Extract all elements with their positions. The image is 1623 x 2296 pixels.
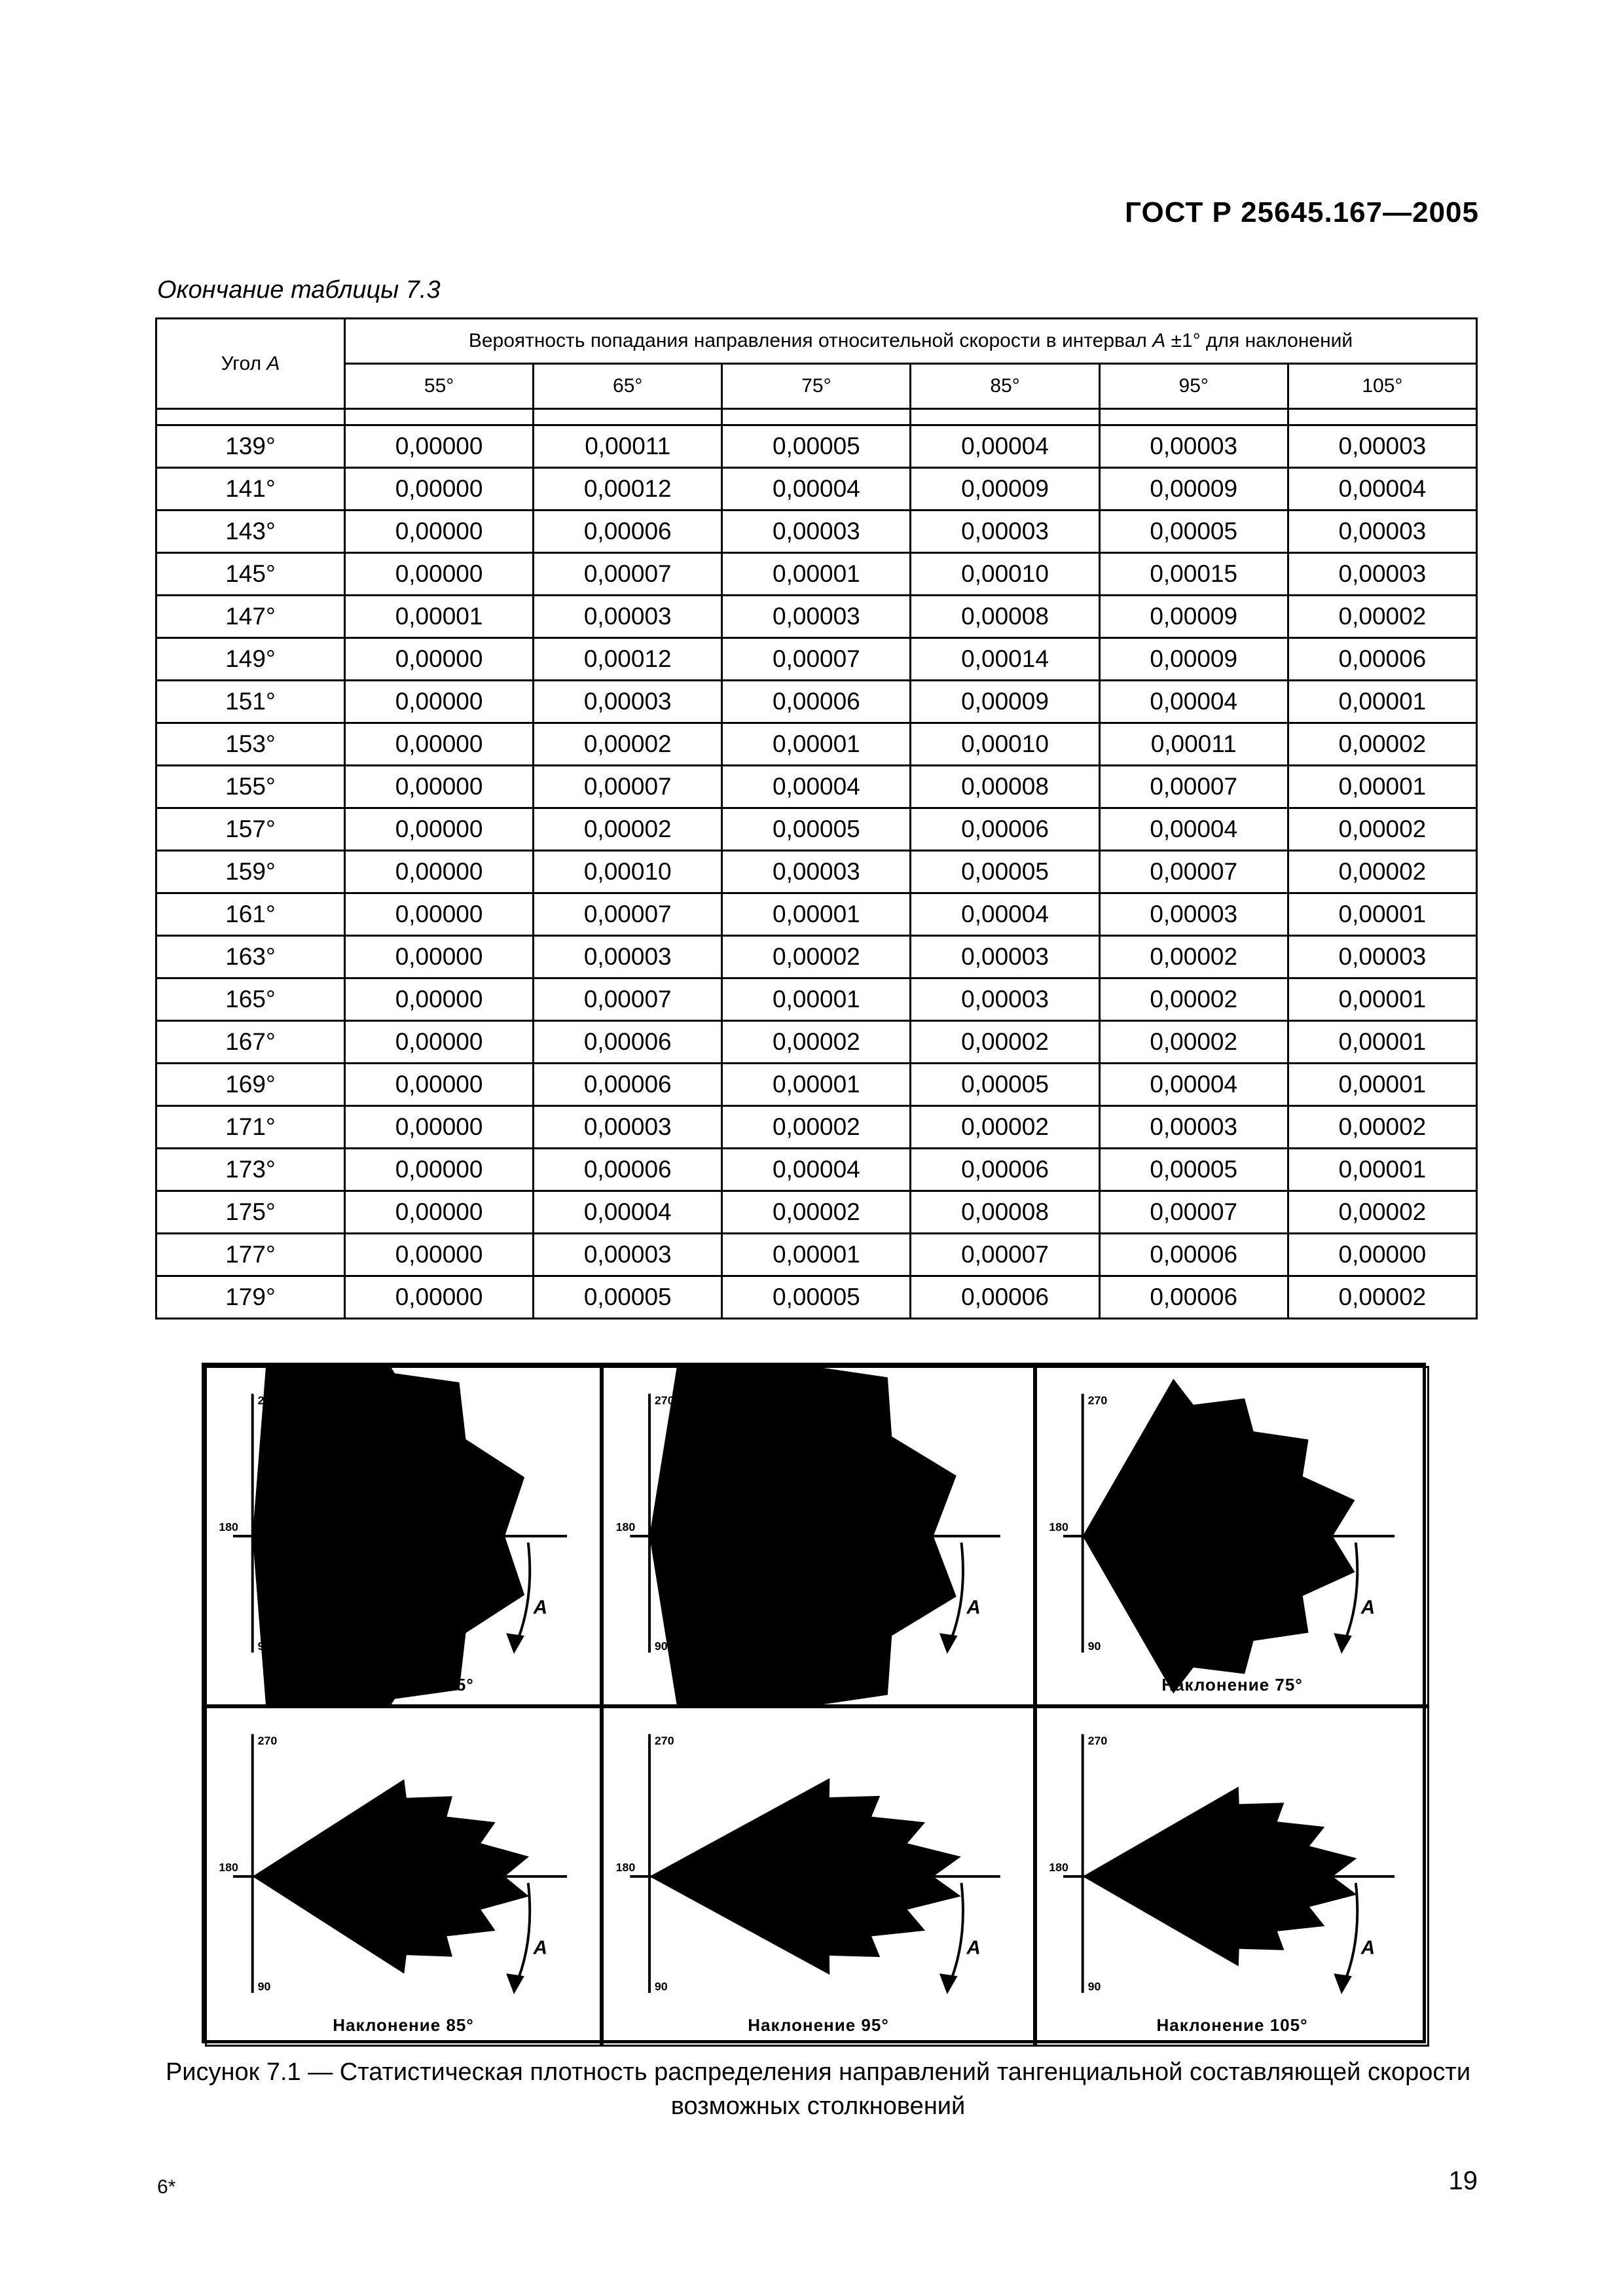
probability-cell: 0,00010 [911,553,1099,596]
probability-cell: 0,00000 [345,681,534,723]
density-region [1083,1787,1357,1967]
axis-label-middle: 180 [1049,1861,1068,1874]
probability-cell: 0,00015 [1099,553,1288,596]
probability-cell: 0,00004 [1099,1064,1288,1106]
probability-cell: 0,00007 [911,1234,1099,1276]
angle-cell: 147° [156,596,345,638]
axis-label-middle: 180 [219,1520,238,1534]
panel-title: Наклонение 75° [1161,1675,1303,1695]
probability-cell: 0,00001 [345,596,534,638]
arrow-head [506,1633,524,1654]
probability-cell: 0,00000 [345,723,534,766]
table-row [156,1021,1477,1064]
arrow-label: A [1360,1937,1376,1959]
probability-cell: 0,00007 [1099,851,1288,893]
table-row [156,1106,1477,1149]
probability-cell: 0,00008 [911,1191,1099,1234]
probability-cell: 0,00003 [1288,425,1476,468]
arrow-head [506,1973,524,1994]
probability-cell: 0,00003 [534,681,722,723]
inclination-plot-panel [602,1366,1035,1706]
probability-cell: 0,00004 [722,468,911,511]
table-row [156,511,1477,553]
probability-cell: 0,00000 [345,893,534,936]
probability-cell: 0,00004 [722,766,911,808]
probability-cell: 0,00002 [722,1191,911,1234]
inclination-plot-panel [1035,1706,1429,2047]
inclination-column-header: 105° [1288,364,1476,409]
table-row [156,553,1477,596]
table-row [156,851,1477,893]
probability-cell: 0,00006 [534,511,722,553]
probability-cell: 0,00001 [1288,893,1476,936]
angle-cell: 155° [156,766,345,808]
angle-cell: 163° [156,936,345,978]
angle-cell: 153° [156,723,345,766]
figure-caption: Рисунок 7.1 — Статистическая плотность распределения направлений тангенциальной составляющей скорости возможных столкновений [165,2058,1471,2120]
probability-cell: 0,00004 [911,893,1099,936]
probability-cell: 0,00008 [911,766,1099,808]
probability-cell: 0,00003 [722,596,911,638]
table-row [156,1276,1477,1319]
inclination-plot-panel [602,1706,1035,2047]
axis-label-bottom: 90 [257,1979,271,1993]
probability-cell: 0,00004 [1099,808,1288,851]
probability-cell: 0,00000 [345,766,534,808]
table-row [156,1064,1477,1106]
probability-cell: 0,00001 [722,553,911,596]
probability-cell: 0,00003 [911,936,1099,978]
panel-title: Наклонение 105° [1156,2015,1308,2035]
probability-cell: 0,00000 [345,808,534,851]
density-plot [604,1708,1033,2045]
probability-cell: 0,00007 [534,893,722,936]
arrow-label: A [966,1937,981,1959]
density-plot [207,1368,600,1704]
probability-cell: 0,00007 [534,766,722,808]
axis-label-top: 270 [257,1393,278,1407]
table-row [156,808,1477,851]
density-region [253,1368,524,1704]
arrow-label: A [1360,1596,1376,1619]
table-row [156,425,1477,468]
table-row [156,1234,1477,1276]
probability-cell: 0,00009 [1099,468,1288,511]
probability-cell: 0,00002 [534,808,722,851]
axis-label-bottom: 90 [1087,1639,1101,1653]
density-region [1083,1379,1355,1694]
probability-cell: 0,00002 [1288,1191,1476,1234]
probability-cell: 0,00000 [345,936,534,978]
angle-cell: 141° [156,468,345,511]
probability-cell: 0,00006 [534,1064,722,1106]
probability-cell: 0,00000 [345,638,534,681]
angle-cell: 149° [156,638,345,681]
angle-cell: 179° [156,1276,345,1319]
probability-cell: 0,00002 [722,1106,911,1149]
angle-column-header: Угол A [156,319,345,409]
probability-cell: 0,00000 [345,1149,534,1191]
probability-cell: 0,00001 [722,723,911,766]
probability-cell: 0,00001 [1288,1064,1476,1106]
probability-cell: 0,00000 [345,468,534,511]
probability-cell: 0,00011 [1099,723,1288,766]
sheet-mark: 6* [157,2176,176,2198]
probability-cell: 0,00005 [722,808,911,851]
probability-cell: 0,00004 [534,1191,722,1234]
probability-cell: 0,00006 [911,1276,1099,1319]
probability-cell: 0,00014 [911,638,1099,681]
table-continuation-note: Окончание таблицы 7.3 [157,276,441,304]
table-row [156,893,1477,936]
density-plot [1037,1708,1427,2045]
angle-cell: 177° [156,1234,345,1276]
probability-cell: 0,00006 [1099,1234,1288,1276]
probability-cell: 0,00001 [1288,1021,1476,1064]
probability-cell: 0,00000 [345,1276,534,1319]
probability-cell: 0,00007 [534,553,722,596]
probability-cell: 0,00011 [534,425,722,468]
probability-cell: 0,00000 [345,553,534,596]
arrow-head [939,1973,958,1994]
arrow-label: A [966,1596,981,1619]
probability-cell: 0,00002 [911,1106,1099,1149]
probability-cell: 0,00005 [722,425,911,468]
probability-cell: 0,00001 [722,978,911,1021]
probability-cell: 0,00000 [1288,1234,1476,1276]
density-region [649,1778,961,1975]
panel-title: Наклонение 85° [333,2015,474,2035]
probability-cell: 0,00001 [1288,681,1476,723]
angle-cell: 169° [156,1064,345,1106]
inclination-column-header: 95° [1099,364,1288,409]
table-row [156,596,1477,638]
inclination-column-header: 75° [722,364,911,409]
probability-cell: 0,00004 [1288,468,1476,511]
table-row [156,723,1477,766]
probability-cell: 0,00001 [1288,978,1476,1021]
probability-cell: 0,00006 [911,808,1099,851]
angle-cell: 151° [156,681,345,723]
probability-cell: 0,00003 [1288,936,1476,978]
probability-cell: 0,00002 [1288,808,1476,851]
probability-cell: 0,00002 [1288,1276,1476,1319]
probability-group-header: Вероятность попадания направления относительной скорости в интервал A ±1° для наклонений [345,319,1477,364]
arrow-label: A [533,1937,548,1959]
probability-cell: 0,00004 [911,425,1099,468]
probability-cell: 0,00003 [534,936,722,978]
probability-cell: 0,00010 [534,851,722,893]
density-plot [604,1368,1033,1704]
angle-cell: 175° [156,1191,345,1234]
probability-cell: 0,00007 [722,638,911,681]
density-plot [207,1708,600,2045]
inclination-header-row [156,364,1477,409]
probability-cell: 0,00000 [345,425,534,468]
panel-title: Наклонение 95° [748,2015,889,2035]
panel-title: Наклонение 55° [333,1675,474,1695]
axis-label-bottom: 90 [1087,1979,1101,1993]
probability-cell: 0,00003 [911,978,1099,1021]
inclination-column-header: 55° [345,364,534,409]
angle-cell: 173° [156,1149,345,1191]
probability-cell: 0,00002 [1099,978,1288,1021]
probability-cell: 0,00002 [1288,723,1476,766]
probability-cell: 0,00007 [534,978,722,1021]
probability-cell: 0,00002 [1099,936,1288,978]
probability-cell: 0,00007 [1099,766,1288,808]
probability-cell: 0,00004 [1099,681,1288,723]
arrow-head [1334,1973,1352,1994]
probability-cell: 0,00003 [534,596,722,638]
axis-label-top: 270 [654,1393,674,1407]
page-number: 19 [1448,2166,1478,2195]
probability-cell: 0,00003 [1288,553,1476,596]
probability-cell: 0,00003 [911,511,1099,553]
probability-cell: 0,00001 [722,893,911,936]
probability-cell: 0,00003 [534,1234,722,1276]
table-row [156,978,1477,1021]
axis-label-middle: 180 [615,1520,636,1534]
probability-cell: 0,00001 [1288,766,1476,808]
probability-cell: 0,00001 [722,1064,911,1106]
probability-cell: 0,00005 [1099,1149,1288,1191]
probability-cell: 0,00002 [1288,596,1476,638]
table-row [156,681,1477,723]
table-body [156,409,1477,1319]
standard-designation: ГОСТ Р 25645.167—2005 [1125,196,1479,228]
axis-label-top: 270 [1087,1393,1108,1407]
probability-cell: 0,00000 [345,1191,534,1234]
probability-cell: 0,00002 [722,936,911,978]
density-region [253,1779,529,1973]
probability-cell: 0,00005 [911,851,1099,893]
figure-7-1 [202,1363,1426,2043]
table-row [156,1191,1477,1234]
probability-cell: 0,00003 [1099,425,1288,468]
probability-cell: 0,00000 [345,851,534,893]
probability-cell: 0,00000 [345,1064,534,1106]
axis-label-middle: 180 [1049,1520,1068,1534]
angle-cell: 171° [156,1106,345,1149]
angle-cell: 159° [156,851,345,893]
probability-cell: 0,00003 [534,1106,722,1149]
probability-cell: 0,00003 [1099,893,1288,936]
probability-cell: 0,00002 [534,723,722,766]
table-row [156,936,1477,978]
table-row [156,468,1477,511]
probability-cell: 0,00006 [911,1149,1099,1191]
arrow-head [1334,1633,1352,1654]
probability-cell: 0,00004 [722,1149,911,1191]
probability-cell: 0,00006 [534,1149,722,1191]
probability-cell: 0,00000 [345,1106,534,1149]
angle-cell: 139° [156,425,345,468]
probability-cell: 0,00008 [911,596,1099,638]
direction-arrow [1343,1883,1357,1986]
density-plot [1037,1368,1427,1704]
probability-cell: 0,00005 [1099,511,1288,553]
density-region [649,1368,957,1704]
probability-cell: 0,00001 [722,1234,911,1276]
inclination-plot-panel [205,1366,602,1706]
probability-cell: 0,00010 [911,723,1099,766]
probability-table [155,317,1478,1319]
inclination-plot-panel [205,1706,602,2047]
inclination-column-header: 65° [534,364,722,409]
probability-cell: 0,00006 [1288,638,1476,681]
probability-cell: 0,00001 [1288,1149,1476,1191]
axis-label-middle: 180 [615,1861,636,1874]
table-row [156,638,1477,681]
probability-cell: 0,00005 [534,1276,722,1319]
axis-label-top: 270 [1087,1734,1108,1748]
probability-cell: 0,00009 [911,468,1099,511]
probability-cell: 0,00002 [1099,1021,1288,1064]
probability-cell: 0,00002 [722,1021,911,1064]
probability-cell: 0,00000 [345,511,534,553]
angle-cell: 157° [156,808,345,851]
axis-label-middle: 180 [219,1861,238,1874]
table-row [156,1149,1477,1191]
panel-title: Наклонение 65° [748,1675,889,1695]
probability-cell: 0,00012 [534,638,722,681]
probability-cell: 0,00003 [1099,1106,1288,1149]
angle-cell: 143° [156,511,345,553]
probability-cell: 0,00002 [1288,1106,1476,1149]
probability-cell: 0,00003 [1288,511,1476,553]
probability-cell: 0,00003 [722,851,911,893]
inclination-plot-panel [1035,1366,1429,1706]
table-row [156,766,1477,808]
axis-label-top: 270 [654,1734,674,1748]
probability-cell: 0,00005 [911,1064,1099,1106]
probability-cell: 0,00012 [534,468,722,511]
axis-label-bottom: 90 [654,1639,668,1653]
inclination-column-header: 85° [911,364,1099,409]
probability-cell: 0,00000 [345,978,534,1021]
axis-label-top: 270 [257,1734,278,1748]
angle-cell: 145° [156,553,345,596]
probability-cell: 0,00006 [722,681,911,723]
axis-label-bottom: 90 [257,1639,271,1653]
probability-cell: 0,00002 [911,1021,1099,1064]
angle-cell: 161° [156,893,345,936]
probability-cell: 0,00006 [534,1021,722,1064]
arrow-label: A [533,1596,548,1619]
probability-cell: 0,00009 [1099,638,1288,681]
probability-cell: 0,00002 [1288,851,1476,893]
angle-cell: 165° [156,978,345,1021]
probability-cell: 0,00003 [722,511,911,553]
probability-cell: 0,00009 [1099,596,1288,638]
probability-cell: 0,00006 [1099,1276,1288,1319]
angle-cell: 167° [156,1021,345,1064]
probability-cell: 0,00005 [722,1276,911,1319]
probability-cell: 0,00007 [1099,1191,1288,1234]
probability-cell: 0,00000 [345,1021,534,1064]
probability-cell: 0,00009 [911,681,1099,723]
arrow-head [939,1633,958,1654]
axis-label-bottom: 90 [654,1979,668,1993]
probability-cell: 0,00000 [345,1234,534,1276]
